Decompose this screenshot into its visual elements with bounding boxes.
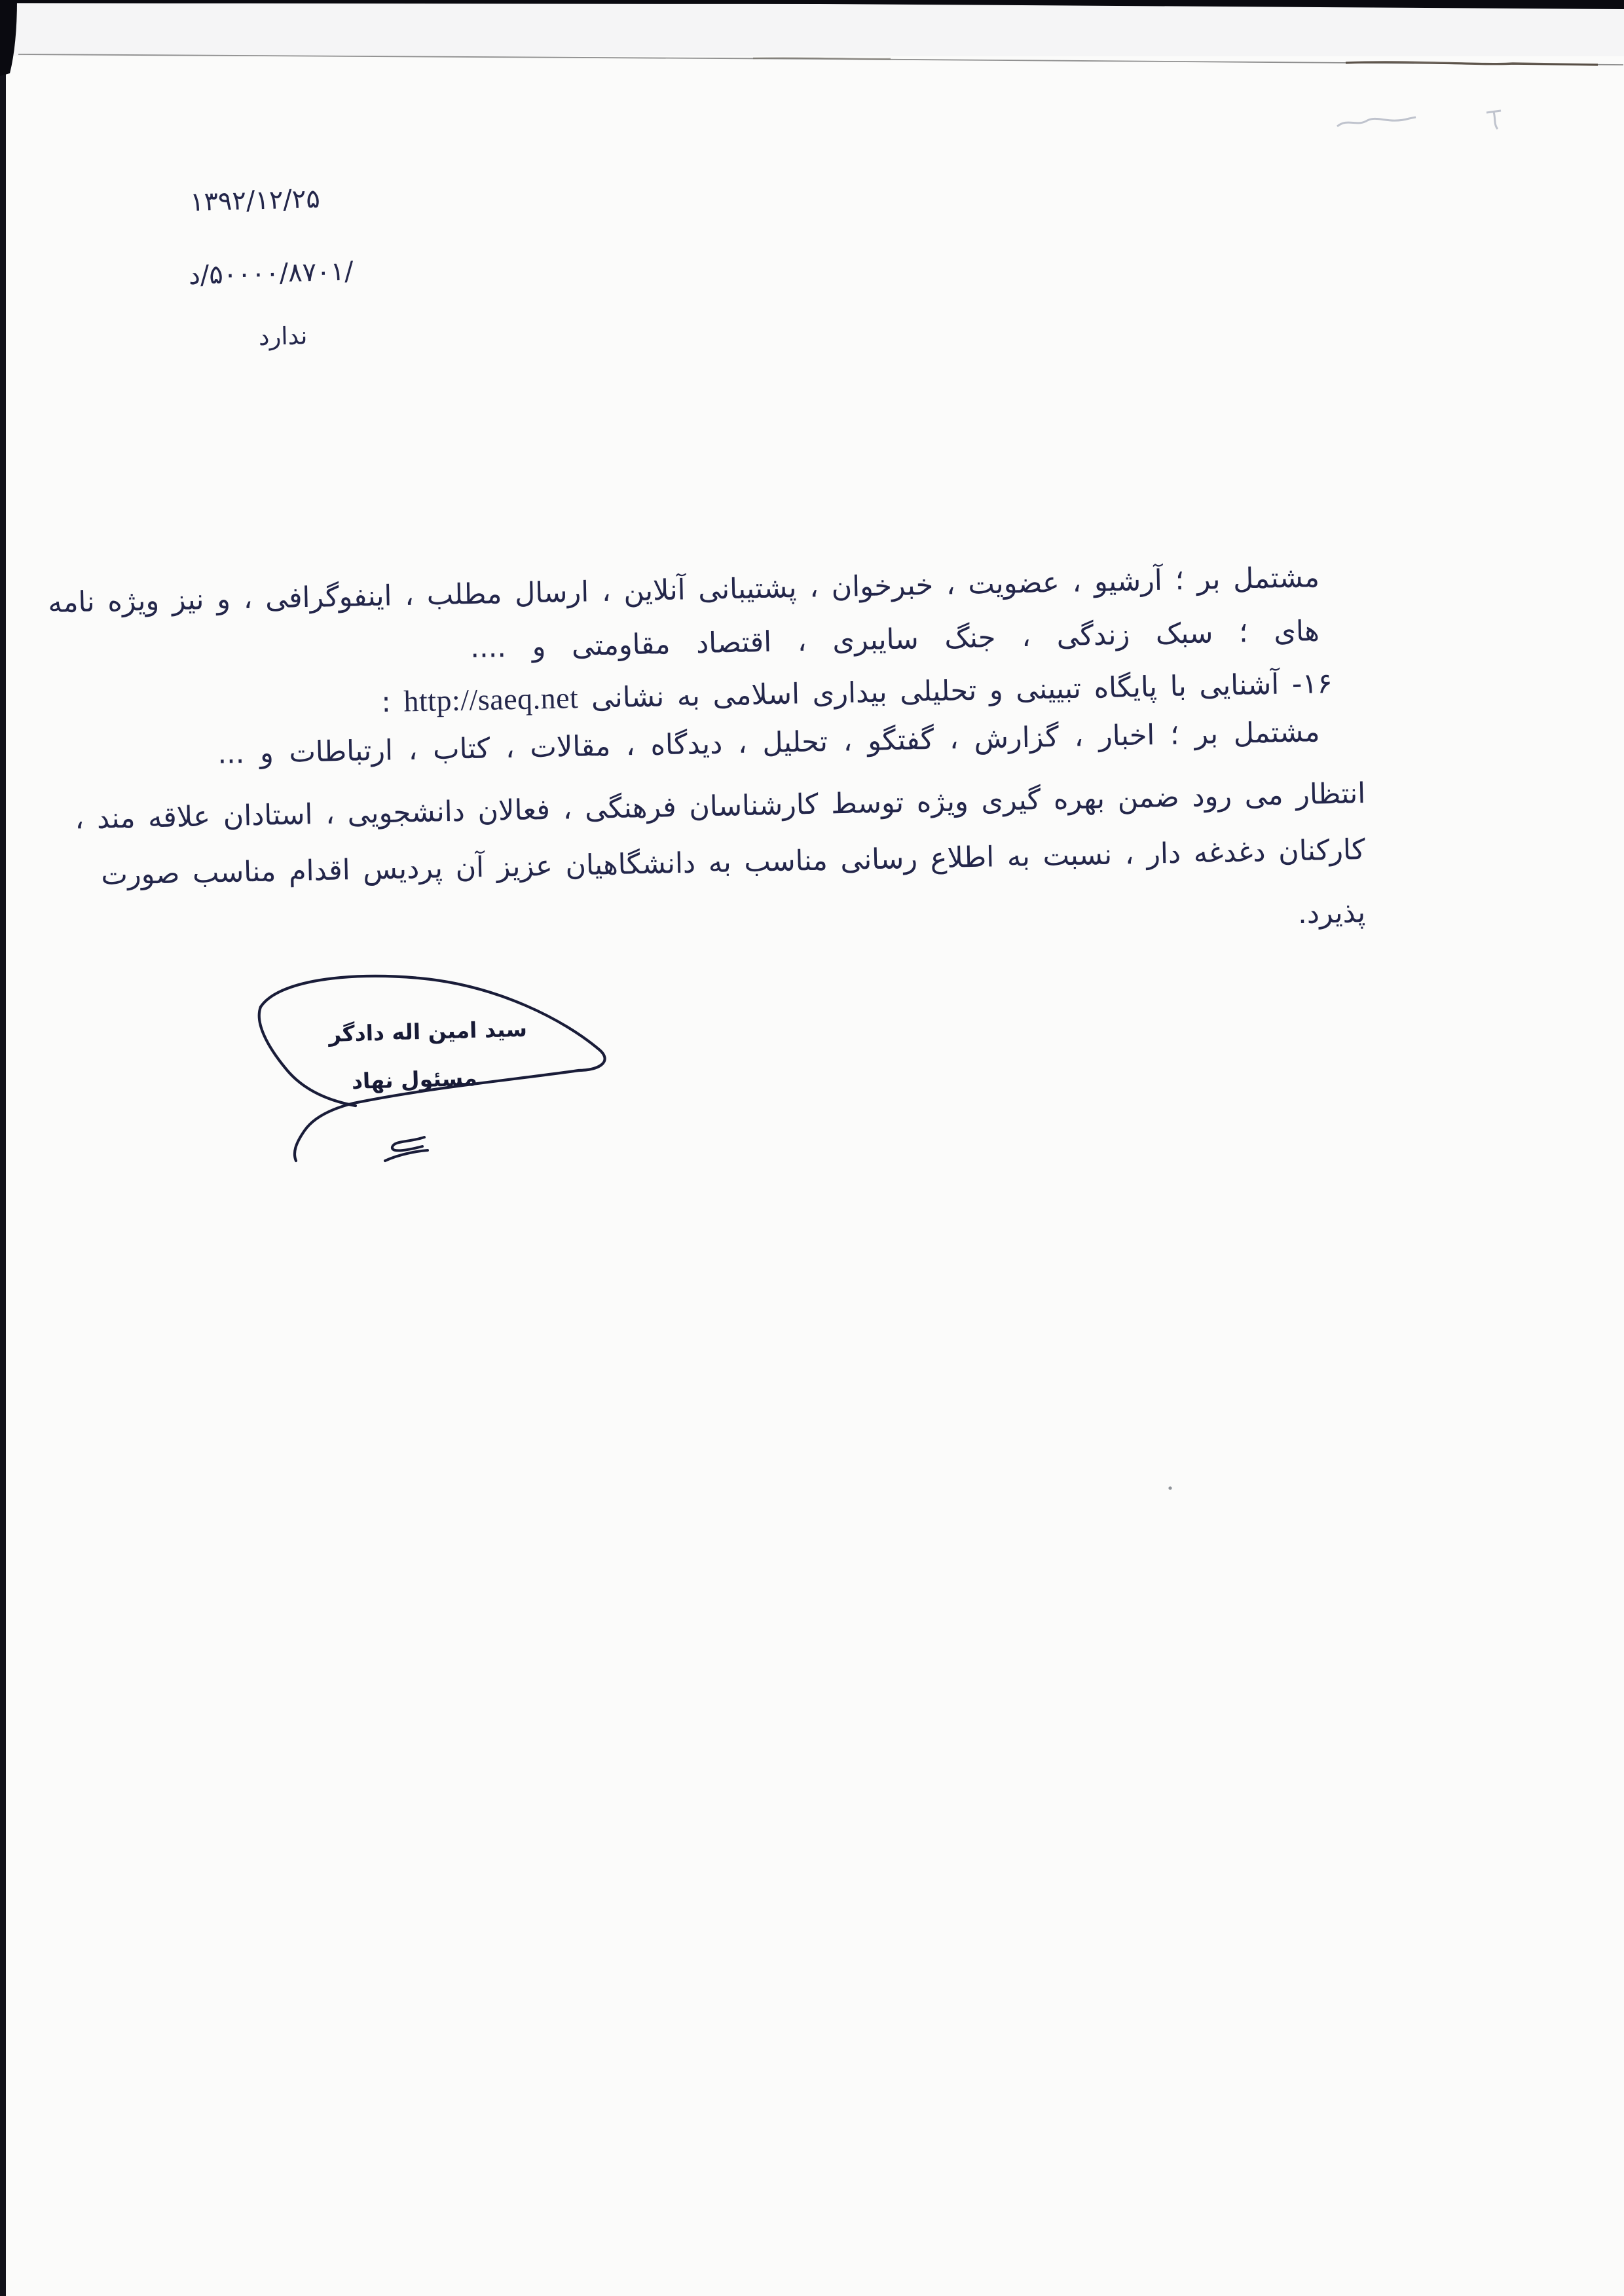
left-edge-bar bbox=[0, 0, 6, 2296]
signatory-name: سید امین اله دادگر bbox=[328, 1015, 528, 1047]
top-edge-bar bbox=[0, 0, 1624, 9]
paper-edge-smudge bbox=[1346, 62, 1598, 65]
item16-text: ۱۶- آشنایی با پایگاه تبیینی و تحلیلی بیداری اسلامی به نشانی bbox=[591, 667, 1333, 715]
body-line-7: پذیرد. bbox=[1297, 896, 1366, 931]
signature-flourish-underline bbox=[385, 1150, 428, 1161]
website-url: http://saeq.net bbox=[403, 681, 580, 718]
top-left-corner bbox=[0, 0, 17, 76]
paper-edge-line bbox=[18, 54, 1623, 65]
pencil-scribble-1 bbox=[1337, 117, 1416, 126]
body-line-5: انتظار می رود ضمن بهره گیری ویژه توسط کارشناسان فرهنگی ، فعالان دانشجویی ، استادان علاقه مند ، bbox=[74, 777, 1366, 836]
body-line-6: کارکنان دغدغه دار ، نسبت به اطلاع رسانی مناسب به دانشگاهیان عزیز آن پردیس اقدام مناسب صورت bbox=[101, 833, 1366, 892]
body-line-2: های ؛ سبک زندگی ، جنگ سایبری ، اقتصاد مقاومتی و .... bbox=[470, 615, 1320, 665]
dust-speck bbox=[1168, 1486, 1172, 1489]
signature-flourish-top bbox=[392, 1137, 424, 1150]
letter-attachment-note: ندارد bbox=[258, 321, 308, 351]
signatory-title: مسئول نهاد bbox=[351, 1065, 478, 1094]
body-line-1: مشتمل بر ؛ آرشیو ، عضویت ، خبرخوان ، پشتیبانی آنلاین ، ارسال مطلب ، اینفوگرافی ، و نیز ویژه نامه bbox=[47, 561, 1320, 619]
pencil-scribble-2 bbox=[1486, 111, 1501, 129]
item16-colon: : bbox=[381, 685, 392, 720]
paper-edge-smudge-2 bbox=[753, 58, 891, 59]
letter-date: ۱۳۹۲/۱۲/۲۵ bbox=[189, 183, 321, 217]
scanner-background-strip bbox=[0, 0, 1624, 56]
letter-ref-number: /۵۰۰۰۰/۸۷۰۱/د bbox=[188, 256, 354, 291]
body-line-4: مشتمل بر ؛ اخبار ، گزارش ، گفتگو ، تحلیل ، دیدگاه ، مقالات ، کتاب ، ارتباطات و ... bbox=[217, 716, 1320, 771]
body-line-3 bbox=[381, 664, 1333, 721]
